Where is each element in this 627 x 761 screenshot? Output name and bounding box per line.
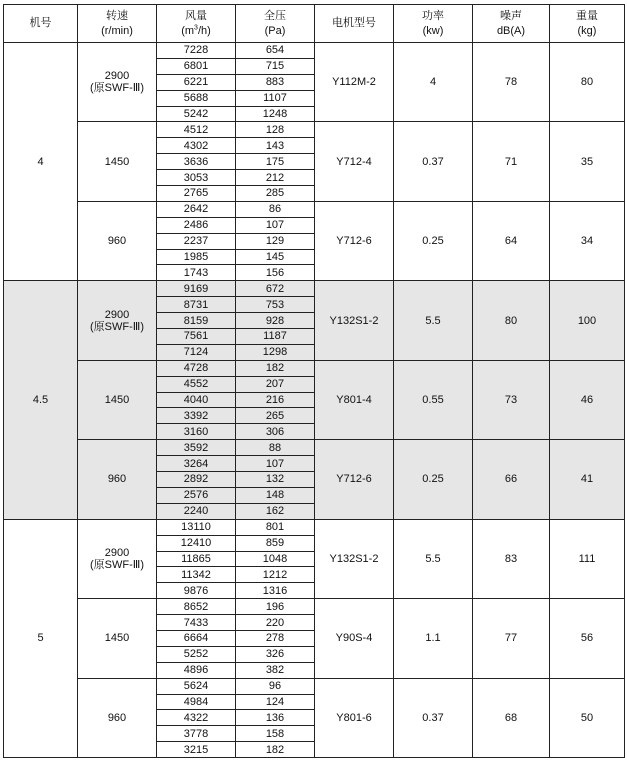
flow-cell: 8652 xyxy=(157,599,236,615)
flow-cell: 4728 xyxy=(157,360,236,376)
header-power-unit: (kw) xyxy=(422,24,444,37)
header-flow-unit-a: (m xyxy=(181,24,195,37)
pressure-cell: 220 xyxy=(236,615,315,631)
flow-cell: 2486 xyxy=(157,217,236,233)
flow-cell: 5252 xyxy=(157,646,236,662)
pressure-cell: 1212 xyxy=(236,567,315,583)
table-row xyxy=(4,122,625,138)
flow-cell: 3592 xyxy=(157,440,236,456)
header-weight-label: 重量 xyxy=(576,9,598,22)
flow-cell: 7228 xyxy=(157,43,236,59)
table-row xyxy=(4,43,625,59)
flow-cell: 11342 xyxy=(157,567,236,583)
flow-cell: 3392 xyxy=(157,408,236,424)
pressure-cell: 129 xyxy=(236,233,315,249)
pressure-cell: 306 xyxy=(236,424,315,440)
flow-cell: 5624 xyxy=(157,678,236,694)
motor-cell: Y132S1-2 xyxy=(315,281,394,360)
weight-cell: 46 xyxy=(550,360,625,439)
table-row xyxy=(4,281,625,297)
weight-cell: 100 xyxy=(550,281,625,360)
speed-cell xyxy=(78,519,157,598)
flow-cell: 4896 xyxy=(157,662,236,678)
speed-cell xyxy=(78,440,157,519)
table-row xyxy=(4,440,625,456)
noise-cell: 80 xyxy=(473,281,550,360)
flow-cell: 3636 xyxy=(157,154,236,170)
speed-note: (原SWF-Ⅲ) xyxy=(89,82,144,95)
fan-spec-table xyxy=(3,4,625,758)
weight-cell: 34 xyxy=(550,201,625,280)
flow-cell: 8731 xyxy=(157,297,236,313)
flow-cell: 13110 xyxy=(157,519,236,535)
speed-cell xyxy=(78,281,157,360)
power-cell: 0.55 xyxy=(394,360,473,439)
flow-cell: 4984 xyxy=(157,694,236,710)
header-weight xyxy=(550,5,625,43)
motor-cell: Y132S1-2 xyxy=(315,519,394,598)
flow-cell: 4552 xyxy=(157,376,236,392)
pressure-cell: 654 xyxy=(236,43,315,59)
speed-value: 2900 xyxy=(104,308,130,321)
pressure-cell: 143 xyxy=(236,138,315,154)
flow-cell: 6221 xyxy=(157,74,236,90)
speed-value: 2900 xyxy=(104,546,130,559)
flow-cell: 4322 xyxy=(157,710,236,726)
flow-cell: 8159 xyxy=(157,313,236,329)
flow-cell: 5242 xyxy=(157,106,236,122)
pressure-cell: 136 xyxy=(236,710,315,726)
weight-cell: 50 xyxy=(550,678,625,757)
header-power-label: 功率 xyxy=(422,9,444,22)
pressure-cell: 162 xyxy=(236,503,315,519)
header-pressure-label: 全压 xyxy=(264,9,286,22)
header-noise-label: 噪声 xyxy=(500,9,522,22)
header-flow-label: 风量 xyxy=(185,9,207,22)
table-row xyxy=(4,360,625,376)
pressure-cell: 326 xyxy=(236,646,315,662)
motor-cell: Y90S-4 xyxy=(315,599,394,678)
flow-cell: 2642 xyxy=(157,201,236,217)
noise-cell: 64 xyxy=(473,201,550,280)
flow-cell: 3160 xyxy=(157,424,236,440)
table-header xyxy=(4,5,625,43)
header-speed-label: 转速 xyxy=(106,9,128,22)
pressure-cell: 107 xyxy=(236,217,315,233)
pressure-cell: 285 xyxy=(236,186,315,202)
header-model xyxy=(4,5,78,43)
pressure-cell: 96 xyxy=(236,678,315,694)
motor-cell: Y712-6 xyxy=(315,440,394,519)
pressure-cell: 753 xyxy=(236,297,315,313)
header-pressure xyxy=(236,5,315,43)
header-flow-unit xyxy=(157,24,235,39)
pressure-cell: 1248 xyxy=(236,106,315,122)
speed-value: 1450 xyxy=(104,155,130,168)
motor-cell: Y712-6 xyxy=(315,201,394,280)
pressure-cell: 1107 xyxy=(236,90,315,106)
speed-value: 960 xyxy=(107,711,127,724)
flow-cell: 3215 xyxy=(157,742,236,758)
motor-cell: Y112M-2 xyxy=(315,43,394,122)
flow-cell: 2892 xyxy=(157,472,236,488)
pressure-cell: 928 xyxy=(236,313,315,329)
speed-cell xyxy=(78,43,157,122)
speed-cell xyxy=(78,360,157,439)
speed-value: 960 xyxy=(107,473,127,486)
pressure-cell: 278 xyxy=(236,630,315,646)
table-row xyxy=(4,599,625,615)
flow-cell: 2237 xyxy=(157,233,236,249)
pressure-cell: 196 xyxy=(236,599,315,615)
noise-cell: 68 xyxy=(473,678,550,757)
header-model-label: 机号 xyxy=(29,17,52,29)
speed-value: 960 xyxy=(107,235,127,248)
flow-cell: 2576 xyxy=(157,487,236,503)
speed-value: 2900 xyxy=(104,70,130,83)
speed-cell xyxy=(78,678,157,757)
header-noise-unit: dB(A) xyxy=(496,24,526,37)
flow-cell: 7433 xyxy=(157,615,236,631)
pressure-cell: 1298 xyxy=(236,344,315,360)
table-row xyxy=(4,678,625,694)
speed-value: 1450 xyxy=(104,394,130,407)
noise-cell: 71 xyxy=(473,122,550,201)
speed-note: (原SWF-Ⅲ) xyxy=(89,558,144,571)
header-motor xyxy=(315,5,394,43)
weight-cell: 35 xyxy=(550,122,625,201)
flow-cell: 11865 xyxy=(157,551,236,567)
noise-cell: 83 xyxy=(473,519,550,598)
flow-cell: 7561 xyxy=(157,329,236,345)
pressure-cell: 216 xyxy=(236,392,315,408)
flow-cell: 6801 xyxy=(157,58,236,74)
power-cell: 0.25 xyxy=(394,201,473,280)
header-pressure-unit: (Pa) xyxy=(264,24,286,37)
speed-value: 1450 xyxy=(104,632,130,645)
pressure-cell: 801 xyxy=(236,519,315,535)
flow-cell: 9876 xyxy=(157,583,236,599)
noise-cell: 78 xyxy=(473,43,550,122)
motor-cell: Y801-6 xyxy=(315,678,394,757)
motor-cell: Y712-4 xyxy=(315,122,394,201)
noise-cell: 77 xyxy=(473,599,550,678)
motor-cell: Y801-4 xyxy=(315,360,394,439)
weight-cell: 41 xyxy=(550,440,625,519)
pressure-cell: 182 xyxy=(236,742,315,758)
power-cell: 5.5 xyxy=(394,281,473,360)
flow-cell: 1743 xyxy=(157,265,236,281)
speed-cell xyxy=(78,122,157,201)
pressure-cell: 132 xyxy=(236,472,315,488)
pressure-cell: 207 xyxy=(236,376,315,392)
flow-cell: 2240 xyxy=(157,503,236,519)
pressure-cell: 128 xyxy=(236,122,315,138)
header-row xyxy=(4,5,625,43)
weight-cell: 80 xyxy=(550,43,625,122)
power-cell: 0.37 xyxy=(394,678,473,757)
noise-cell: 73 xyxy=(473,360,550,439)
noise-cell: 66 xyxy=(473,440,550,519)
flow-cell: 6664 xyxy=(157,630,236,646)
weight-cell: 56 xyxy=(550,599,625,678)
flow-cell: 12410 xyxy=(157,535,236,551)
table-row xyxy=(4,519,625,535)
flow-cell: 4302 xyxy=(157,138,236,154)
model-cell: 4 xyxy=(4,43,78,281)
weight-cell: 111 xyxy=(550,519,625,598)
header-flow-unit-sup: 3 xyxy=(194,23,198,31)
pressure-cell: 1316 xyxy=(236,583,315,599)
header-motor-label: 电机型号 xyxy=(332,17,376,29)
power-cell: 0.37 xyxy=(394,122,473,201)
power-cell: 4 xyxy=(394,43,473,122)
pressure-cell: 265 xyxy=(236,408,315,424)
header-power xyxy=(394,5,473,43)
model-cell: 4.5 xyxy=(4,281,78,519)
header-flow xyxy=(157,5,236,43)
power-cell: 0.25 xyxy=(394,440,473,519)
flow-cell: 3264 xyxy=(157,456,236,472)
table-row xyxy=(4,201,625,217)
pressure-cell: 158 xyxy=(236,726,315,742)
header-speed xyxy=(78,5,157,43)
flow-cell: 3053 xyxy=(157,170,236,186)
flow-cell: 2765 xyxy=(157,186,236,202)
model-cell: 5 xyxy=(4,519,78,757)
pressure-cell: 182 xyxy=(236,360,315,376)
power-cell: 1.1 xyxy=(394,599,473,678)
pressure-cell: 88 xyxy=(236,440,315,456)
header-flow-unit-b: /h) xyxy=(197,24,211,37)
flow-cell: 3778 xyxy=(157,726,236,742)
pressure-cell: 859 xyxy=(236,535,315,551)
pressure-cell: 1187 xyxy=(236,329,315,345)
pressure-cell: 212 xyxy=(236,170,315,186)
speed-cell xyxy=(78,201,157,280)
pressure-cell: 715 xyxy=(236,58,315,74)
speed-cell xyxy=(78,599,157,678)
pressure-cell: 156 xyxy=(236,265,315,281)
flow-cell: 4512 xyxy=(157,122,236,138)
flow-cell: 7124 xyxy=(157,344,236,360)
pressure-cell: 175 xyxy=(236,154,315,170)
pressure-cell: 145 xyxy=(236,249,315,265)
speed-note: (原SWF-Ⅲ) xyxy=(89,320,144,333)
flow-cell: 5688 xyxy=(157,90,236,106)
flow-cell: 4040 xyxy=(157,392,236,408)
pressure-cell: 107 xyxy=(236,456,315,472)
pressure-cell: 382 xyxy=(236,662,315,678)
pressure-cell: 672 xyxy=(236,281,315,297)
pressure-cell: 124 xyxy=(236,694,315,710)
table-body xyxy=(4,43,625,758)
header-noise xyxy=(473,5,550,43)
power-cell: 5.5 xyxy=(394,519,473,598)
pressure-cell: 86 xyxy=(236,201,315,217)
header-speed-unit: (r/min) xyxy=(101,24,133,37)
pressure-cell: 883 xyxy=(236,74,315,90)
pressure-cell: 1048 xyxy=(236,551,315,567)
pressure-cell: 148 xyxy=(236,487,315,503)
flow-cell: 9169 xyxy=(157,281,236,297)
header-weight-unit: (kg) xyxy=(577,24,597,37)
flow-cell: 1985 xyxy=(157,249,236,265)
